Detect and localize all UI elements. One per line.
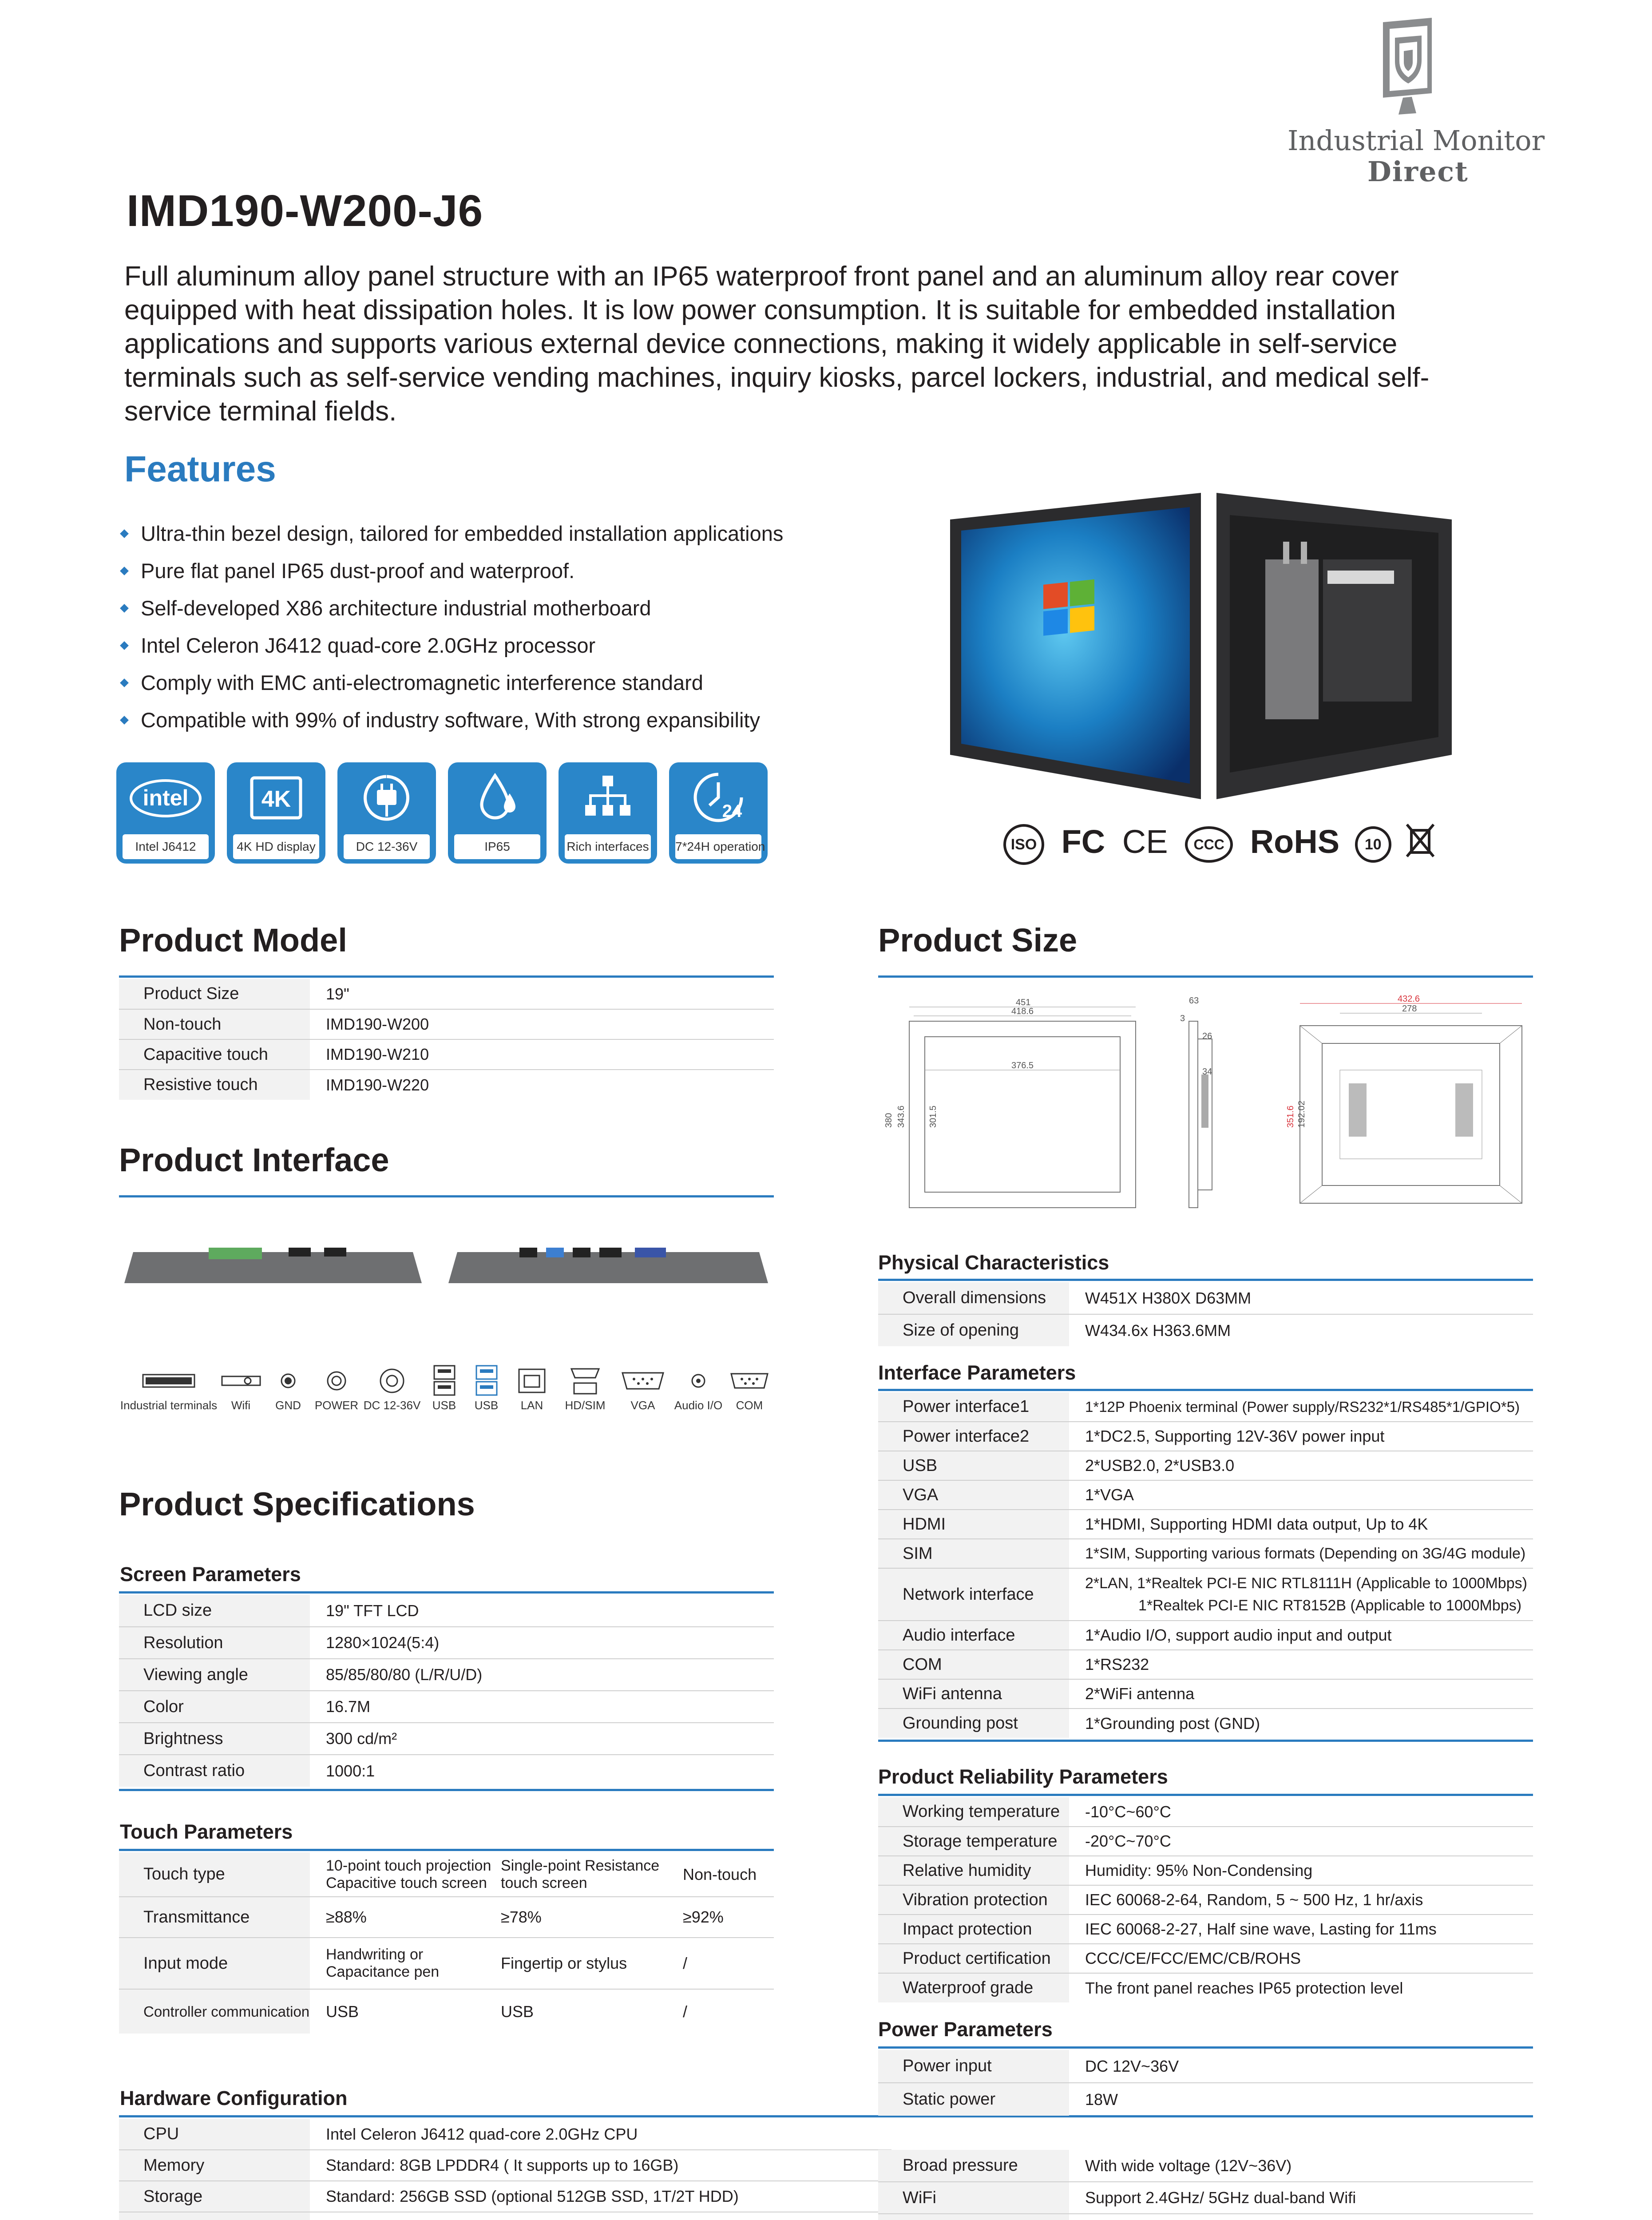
divider xyxy=(878,2046,1533,2049)
hardware-config-heading: Hardware Configuration xyxy=(120,2087,348,2109)
ce-logo-icon: CE xyxy=(1122,823,1168,860)
table-row: Audio interface 1*Audio I/O, support audio input and output xyxy=(878,1621,1533,1650)
misc-table xyxy=(878,2150,1533,2220)
feature-badges xyxy=(116,762,768,864)
product-model-heading: Product Model xyxy=(119,922,347,959)
svg-text:3: 3 xyxy=(1180,1014,1185,1023)
table-row: Input mode Handwriting or Capacitance pen Fingertip or stylus / xyxy=(119,1938,774,1989)
port-industrial-terminals: Industrial terminals xyxy=(120,1363,218,1412)
ten-year-logo-icon: 10 xyxy=(1355,826,1391,863)
port-vga: VGA xyxy=(614,1363,672,1412)
table-row: Power interface1 1*12P Phoenix terminal (Power supply/RS232*1/RS485*1/GPIO*5) xyxy=(878,1392,1533,1422)
features-heading: Features xyxy=(124,449,276,489)
screen-params-table xyxy=(119,1595,774,1787)
divider xyxy=(878,1740,1533,1742)
certification-logos xyxy=(1003,822,1436,866)
physical-table xyxy=(878,1282,1533,1346)
power-plug-icon xyxy=(360,771,413,825)
table-row: Resolution 1280×1024(5:4) xyxy=(119,1627,774,1659)
table-row: VGA 1*VGA xyxy=(878,1480,1533,1510)
diamond-bullet-icon xyxy=(120,529,129,538)
table-row: USB 2*USB2.0, 2*USB3.0 xyxy=(878,1451,1533,1480)
svg-text:432.6: 432.6 xyxy=(1398,995,1420,1004)
power-params-heading: Power Parameters xyxy=(878,2018,1053,2041)
table-row: Color 16.7M xyxy=(119,1691,774,1723)
table-row: Brightness 300 cd/m² xyxy=(119,1723,774,1755)
table-row: Impact protection IEC 60068-2-27, Half sine wave, Lasting for 11ms xyxy=(878,1915,1533,1944)
svg-text:351.6: 351.6 xyxy=(1286,1105,1295,1128)
svg-text:26: 26 xyxy=(1202,1031,1212,1041)
ccc-logo-icon: CCC xyxy=(1185,826,1233,863)
feature-item: Ultra-thin bezel design, tailored for embedded installation applications xyxy=(118,515,783,552)
svg-text:24: 24 xyxy=(722,801,742,821)
port-usb-3: USB xyxy=(465,1363,507,1412)
diamond-bullet-icon xyxy=(120,604,129,613)
table-row: Product certification CCC/CE/FCC/EMC/CB/ROHS xyxy=(878,1944,1533,1973)
monitor-photo-front-back xyxy=(946,488,1456,808)
svg-text:418.6: 418.6 xyxy=(1011,1007,1034,1016)
table-row: Transmittance ≥88% ≥78% ≥92% xyxy=(119,1897,774,1938)
divider xyxy=(119,1789,774,1791)
divider xyxy=(878,1389,1533,1391)
badge-interfaces: Rich interfaces xyxy=(559,762,657,864)
monitor-shield-logo-icon xyxy=(1279,13,1536,124)
port-com: COM xyxy=(725,1363,774,1412)
svg-text:278: 278 xyxy=(1402,1004,1417,1014)
feature-item: Pure flat panel IP65 dust-proof and waterproof. xyxy=(118,552,783,590)
product-specs-heading: Product Specifications xyxy=(119,1486,475,1522)
dimension-drawing-image xyxy=(878,995,1535,1225)
diamond-bullet-icon xyxy=(120,716,129,725)
product-interface-heading: Product Interface xyxy=(119,1142,389,1178)
table-row: Capacitive touch IMD190-W210 xyxy=(119,1039,774,1070)
port-usb-2: USB xyxy=(423,1363,465,1412)
svg-text:intel: intel xyxy=(143,785,189,810)
product-size-heading: Product Size xyxy=(878,922,1078,959)
badge-24h: 24 7*24H operation xyxy=(669,762,768,864)
table-row: Grounding post 1*Grounding post (GND) xyxy=(878,1709,1533,1738)
product-photo xyxy=(946,488,1456,808)
table-row: Controller communication USB USB / xyxy=(119,1989,774,2034)
table-row: Viewing angle 85/85/80/80 (L/R/U/D) xyxy=(119,1659,774,1691)
rohs-logo-icon: RoHS xyxy=(1250,823,1340,860)
table-row: Size of opening W434.6x H363.6MM xyxy=(878,1314,1533,1346)
table-row: Contrast ratio 1000:1 xyxy=(119,1755,774,1787)
clock-24-icon xyxy=(689,769,747,827)
power-params-table xyxy=(878,2050,1533,2116)
badge-intel: intel Intel J6412 xyxy=(116,762,215,864)
table-row: WiFi antenna 2*WiFi antenna xyxy=(878,1679,1533,1709)
table-row xyxy=(119,2212,891,2220)
features-list xyxy=(118,515,783,739)
divider xyxy=(878,1279,1533,1281)
brand-name-line1: Industrial Monitor xyxy=(1288,124,1545,157)
badge-4k: 4K 4K HD display xyxy=(227,762,325,864)
page-title: IMD190-W200-J6 xyxy=(127,186,483,236)
feature-item: Comply with EMC anti-electromagnetic interference standard xyxy=(118,664,783,702)
touch-params-table xyxy=(119,1852,774,2034)
svg-text:380: 380 xyxy=(884,1113,894,1128)
port-gnd: GND xyxy=(264,1363,312,1412)
divider xyxy=(878,975,1533,978)
divider xyxy=(119,1849,774,1851)
physical-heading: Physical Characteristics xyxy=(878,1251,1109,1274)
table-row: Overall dimensions W451X H380X D63MM xyxy=(878,1282,1533,1314)
water-drop-icon xyxy=(471,771,524,825)
svg-text:451: 451 xyxy=(1016,998,1031,1007)
brand-logo xyxy=(1279,13,1545,188)
4k-icon xyxy=(247,773,305,822)
table-row: Static power 18W xyxy=(878,2083,1533,2116)
port-dc: DC 12-36V xyxy=(361,1363,423,1412)
feature-item: Self-developed X86 architecture industrial motherboard xyxy=(118,590,783,627)
svg-text:376.5: 376.5 xyxy=(1011,1061,1034,1070)
dimension-drawing xyxy=(878,995,1535,1228)
iso-logo-icon: ISO xyxy=(1003,824,1044,865)
svg-text:343.6: 343.6 xyxy=(896,1105,906,1128)
svg-text:192.02: 192.02 xyxy=(1297,1100,1307,1128)
intel-logo-icon xyxy=(128,773,203,822)
svg-text:63: 63 xyxy=(1189,996,1199,1006)
interface-params-table xyxy=(878,1392,1533,1738)
divider xyxy=(119,1591,774,1594)
table-row: HDMI 1*HDMI, Supporting HDMI data output, Up to 4K xyxy=(878,1510,1533,1539)
table-row: Broad pressure With wide voltage (12V~36V) xyxy=(878,2150,1533,2182)
table-row: Memory Standard: 8GB LPDDR4 ( It supports up to 16GB) xyxy=(119,2150,891,2181)
port-wifi: Wifi xyxy=(218,1363,264,1412)
network-icon xyxy=(581,771,634,825)
brand-name-line2: Direct xyxy=(1367,155,1469,188)
table-row xyxy=(878,2214,1533,2220)
table-row: WiFi Support 2.4GHz/ 5GHz dual-band Wifi xyxy=(878,2182,1533,2214)
table-row: Resistive touch IMD190-W220 xyxy=(119,1070,774,1100)
table-row: Working temperature -10°C~60°C xyxy=(878,1797,1533,1827)
table-row: Vibration protection IEC 60068-2-64, Random, 5 ~ 500 Hz, 1 hr/axis xyxy=(878,1885,1533,1915)
table-row: Relative humidity Humidity: 95% Non-Condensing xyxy=(878,1856,1533,1885)
reliability-table xyxy=(878,1797,1533,2002)
svg-text:4K: 4K xyxy=(261,786,291,812)
port-audio: Audio I/O xyxy=(672,1363,725,1412)
interface-port-legend xyxy=(120,1363,774,1412)
table-row: COM 1*RS232 xyxy=(878,1650,1533,1679)
badge-ip65: IP65 xyxy=(448,762,547,864)
feature-item: Compatible with 99% of industry software, With strong expansibility xyxy=(118,702,783,739)
table-row: Touch type 10-point touch projection Capacitive touch screen Single-point Resistance touch screen Non-touch xyxy=(119,1852,774,1897)
table-row: Non-touch IMD190-W200 xyxy=(119,1009,774,1039)
table-row: Power interface2 1*DC2.5, Supporting 12V-36V power input xyxy=(878,1422,1533,1451)
divider xyxy=(119,1195,774,1197)
diamond-bullet-icon xyxy=(120,641,129,650)
product-model-table xyxy=(119,979,774,1100)
divider xyxy=(878,1794,1533,1796)
table-row: Storage temperature -20°C~70°C xyxy=(878,1827,1533,1856)
fc-logo-icon: FC xyxy=(1061,823,1105,860)
diamond-bullet-icon xyxy=(120,678,129,687)
svg-text:34: 34 xyxy=(1202,1067,1212,1077)
monitor-side-view-image xyxy=(120,1234,777,1292)
touch-params-heading: Touch Parameters xyxy=(120,1820,293,1843)
port-hdmi-sim: HD/SIM xyxy=(556,1363,614,1412)
table-row: Storage Standard: 256GB SSD (optional 512GB SSD, 1T/2T HDD) xyxy=(119,2181,891,2212)
table-row: Network interface 2*LAN, 1*Realtek PCI-E NIC RTL8111H (Applicable to 1000Mbps) 1*Realtek PCI-E NIC RT8152B (Applicable to 1000Mbps) xyxy=(878,1568,1533,1621)
screen-params-heading: Screen Parameters xyxy=(120,1563,301,1586)
table-row: Product Size 19" xyxy=(119,979,774,1009)
table-row: Waterproof grade The front panel reaches IP65 protection level xyxy=(878,1973,1533,2002)
table-row: SIM 1*SIM, Supporting various formats (Depending on 3G/4G module) xyxy=(878,1539,1533,1568)
port-lan: LAN xyxy=(507,1363,556,1412)
hardware-config-table xyxy=(119,2119,891,2220)
port-power: POWER xyxy=(312,1363,361,1412)
table-row: Power input DC 12V~36V xyxy=(878,2050,1533,2083)
svg-text:301.5: 301.5 xyxy=(928,1105,938,1128)
badge-power: DC 12-36V xyxy=(337,762,436,864)
intro-text: Full aluminum alloy panel structure with an IP65 waterproof front panel and an aluminum alloy rear cover equipped with heat dissipation holes. It is low power consumption. It is suitable for embedded installation applications and supports various external device connections, making it widely applicable in self-service terminals such as self-service vending machines, inquiry kiosks, parcel lockers, industrial, and medical self-service terminal fields. xyxy=(124,261,1430,427)
weee-bin-icon xyxy=(1405,822,1436,866)
feature-item: Intel Celeron J6412 quad-core 2.0GHz processor xyxy=(118,627,783,664)
table-row: LCD size 19" TFT LCD xyxy=(119,1595,774,1627)
interface-params-heading: Interface Parameters xyxy=(878,1361,1076,1384)
diamond-bullet-icon xyxy=(120,567,129,575)
interface-side-views xyxy=(120,1234,777,1294)
reliability-heading: Product Reliability Parameters xyxy=(878,1765,1168,1788)
table-row: CPU Intel Celeron J6412 quad-core 2.0GHz CPU xyxy=(119,2119,891,2150)
divider xyxy=(119,975,774,978)
